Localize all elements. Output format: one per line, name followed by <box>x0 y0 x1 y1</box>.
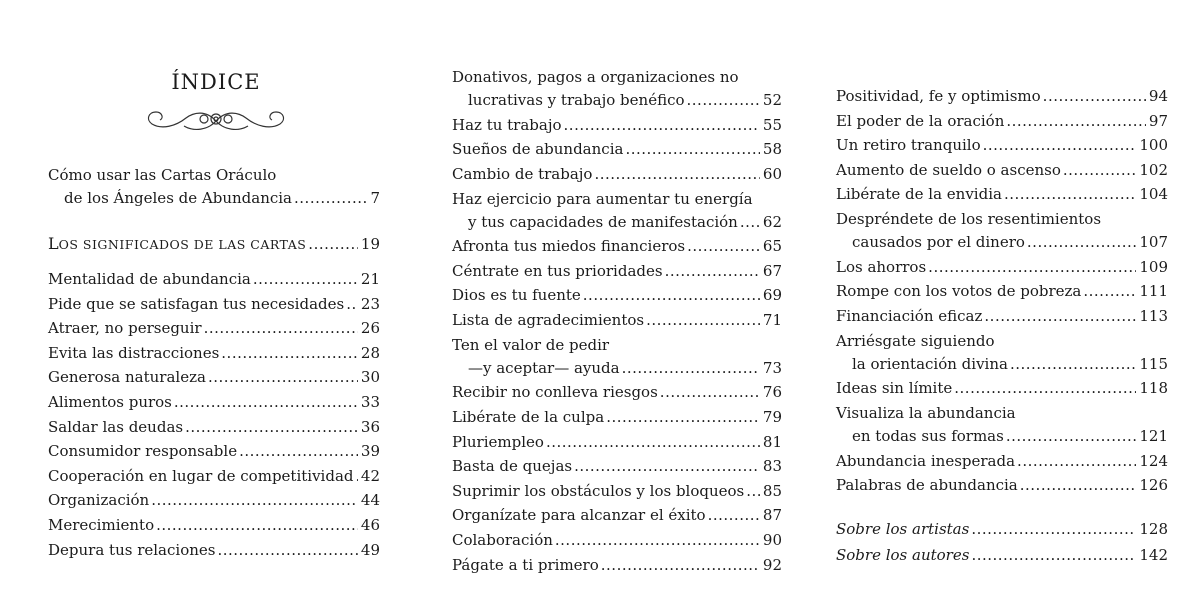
toc-entry-page: 26 <box>360 319 380 338</box>
dot-leader <box>294 189 367 207</box>
toc-entry-page: 7 <box>370 189 380 207</box>
toc-entry[interactable] <box>48 467 380 485</box>
toc-entry-page: 46 <box>360 516 380 534</box>
toc-entry-page: 55 <box>762 115 782 134</box>
toc-entry-label: Los ahorros <box>836 257 927 276</box>
toc-entry-label: Haz tu trabajo <box>452 115 562 134</box>
toc-entry-label: Pluriempleo <box>452 432 544 451</box>
dot-leader <box>1063 161 1136 179</box>
toc-entry-page: 107 <box>1139 233 1168 252</box>
toc-entry[interactable] <box>452 140 782 158</box>
page-title: ÍNDICE <box>171 70 261 94</box>
dot-leader <box>984 307 1136 325</box>
toc-entry-page: 65 <box>762 237 782 256</box>
toc-entry[interactable] <box>852 355 1168 373</box>
dot-leader <box>601 556 760 574</box>
toc-entry-page: 85 <box>762 481 782 500</box>
toc-entry[interactable] <box>48 368 380 386</box>
toc-section-heading[interactable] <box>48 234 380 253</box>
toc-entry-page: 118 <box>1139 379 1168 398</box>
toc-entry[interactable] <box>836 520 1168 538</box>
toc-entry[interactable] <box>452 286 782 304</box>
toc-entry[interactable] <box>64 189 380 207</box>
toc-entry-page: 28 <box>360 343 380 362</box>
toc-entry[interactable] <box>468 91 782 109</box>
toc-entry-label: El poder de la oración <box>836 111 1005 130</box>
toc-entry[interactable] <box>836 282 1168 300</box>
section-heading-page: 19 <box>360 235 380 253</box>
dot-leader <box>1010 355 1136 373</box>
dot-leader <box>156 516 358 534</box>
toc-entry[interactable] <box>452 237 782 255</box>
toc-entry[interactable] <box>452 262 782 280</box>
toc-entry-label: Saldar las deudas <box>48 417 184 436</box>
toc-entry[interactable] <box>452 531 782 549</box>
toc-entry-label: en todas sus formas <box>852 426 1004 445</box>
toc-entry-page: 69 <box>762 286 782 305</box>
dot-leader <box>574 457 760 475</box>
toc-entry-label: Afronta tus miedos financieros <box>452 237 686 256</box>
toc-entry-label: Positividad, fe y optimismo <box>836 87 1041 105</box>
dot-leader <box>625 140 759 158</box>
dot-leader <box>740 213 760 231</box>
toc-entry-page: 58 <box>762 140 782 159</box>
toc-entry-page: 49 <box>360 540 380 559</box>
toc-entry[interactable] <box>836 307 1168 325</box>
toc-entry-page: 87 <box>762 506 782 525</box>
toc-entry[interactable] <box>836 87 1168 105</box>
dot-leader <box>204 319 358 337</box>
toc-entry-label: Sobre los autores <box>836 546 970 564</box>
toc-intro-line1: Cómo usar las Cartas Oráculo <box>48 166 277 184</box>
dot-leader <box>687 91 760 109</box>
dot-leader <box>555 531 760 549</box>
toc-entry[interactable] <box>48 393 380 411</box>
dot-leader <box>583 286 760 304</box>
toc-entry-label: Merecimiento <box>48 516 155 534</box>
toc-entry-label: Abundancia inesperada <box>836 451 1016 470</box>
toc-entry-page: 128 <box>1139 520 1168 538</box>
toc-entry-label: Recibir no conlleva riesgos <box>452 383 658 402</box>
toc-entry-label: y tus capacidades de manifestación <box>468 212 738 231</box>
toc-entry-label: Un retiro tranquilo <box>836 136 981 155</box>
toc-entry-label: Organízate para alcanzar el éxito <box>452 506 706 525</box>
toc-entry-page: 71 <box>762 311 782 329</box>
dot-leader <box>564 116 760 134</box>
toc-entry-page: 21 <box>360 270 380 288</box>
dot-leader <box>665 262 760 280</box>
toc-entry-page: 30 <box>360 368 380 387</box>
dot-leader <box>954 379 1136 397</box>
toc-entry-label: Rompe con los votos de pobreza <box>836 282 1082 301</box>
toc-entry[interactable] <box>836 379 1168 397</box>
toc-entry[interactable] <box>836 161 1168 179</box>
toc-entry-page: 79 <box>762 407 782 426</box>
toc-entry-label: Lista de agradecimientos <box>452 311 645 329</box>
toc-entry-label: Libérate de la culpa <box>452 407 605 426</box>
toc-entry-page: 90 <box>762 530 782 549</box>
toc-entry-label: Suprimir los obstáculos y los bloqueos <box>452 481 745 500</box>
dot-leader <box>1020 476 1137 494</box>
dot-leader <box>239 442 358 460</box>
toc-entry-label: Colaboración <box>452 530 553 549</box>
toc-entry-label: —y aceptar— ayuda <box>468 358 620 377</box>
toc-entry[interactable] <box>836 476 1168 494</box>
toc-entry[interactable] <box>836 546 1168 564</box>
dot-leader <box>971 520 1136 538</box>
toc-entry-page: 83 <box>762 457 782 476</box>
dot-leader <box>983 136 1137 154</box>
toc-entry-label: Cooperación en lugar de competitividad <box>48 466 354 485</box>
toc-entry-label: Libérate de la envidia <box>836 185 1002 204</box>
toc-entry-first-line: Donativos, pagos a organizaciones no <box>452 68 739 86</box>
toc-entry-page: 39 <box>360 442 380 461</box>
toc-entry-label: Generosa naturaleza <box>48 368 206 387</box>
dot-leader <box>217 541 357 559</box>
toc-entry[interactable] <box>852 427 1168 445</box>
toc-entry-page: 81 <box>762 432 782 451</box>
toc-entry-page: 94 <box>1148 87 1168 105</box>
dot-leader <box>1004 185 1136 203</box>
toc-entry-page: 124 <box>1139 451 1168 470</box>
toc-entry[interactable] <box>48 516 380 534</box>
dot-leader <box>1083 282 1136 300</box>
toc-entry-first-line: Arriésgate siguiendo <box>836 331 995 350</box>
toc-entry-page: 44 <box>360 491 380 510</box>
dot-leader <box>346 295 358 313</box>
dot-leader <box>308 235 358 253</box>
dot-leader <box>660 383 760 401</box>
toc-entry-first-line: Visualiza la abundancia <box>836 403 1016 422</box>
toc-entry-label: Financiación eficaz <box>836 306 983 325</box>
toc-entry[interactable] <box>452 116 782 134</box>
toc-entry-label: Basta de quejas <box>452 457 573 476</box>
dot-leader <box>971 546 1136 564</box>
toc-entry[interactable] <box>452 433 782 451</box>
dot-leader <box>546 433 760 451</box>
toc-entry[interactable] <box>836 112 1168 130</box>
dot-leader <box>221 344 358 362</box>
toc-entry-page: 92 <box>762 555 782 574</box>
toc-entry[interactable] <box>452 383 782 401</box>
dot-leader <box>606 408 760 426</box>
toc-entry-label: Evita las distracciones <box>48 343 220 362</box>
toc-entry[interactable] <box>48 344 380 362</box>
toc-entry-page: 115 <box>1139 354 1168 373</box>
toc-entry[interactable] <box>452 457 782 475</box>
toc-entry-first-line: Haz ejercicio para aumentar tu energía <box>452 189 753 208</box>
toc-entry-page: 60 <box>762 164 782 183</box>
dot-leader <box>928 258 1136 276</box>
toc-entry-label: Consumidor responsable <box>48 442 238 461</box>
toc-entry-page: 97 <box>1148 111 1168 130</box>
dot-leader <box>151 491 358 509</box>
toc-entry-first-line: Despréndete de los resentimientos <box>836 210 1102 228</box>
toc-entry-label: de los Ángeles de Abundancia <box>64 189 293 207</box>
toc-entry-label: Alimentos puros <box>48 393 172 411</box>
dot-leader <box>646 311 760 329</box>
dot-leader <box>253 270 358 288</box>
toc-entry-page: 111 <box>1139 282 1168 301</box>
toc-entry-label: Sobre los artistas <box>836 520 970 538</box>
toc-entry[interactable] <box>836 452 1168 470</box>
toc-entry[interactable] <box>836 258 1168 276</box>
toc-entry[interactable] <box>48 442 380 460</box>
toc-entry-page: 23 <box>360 294 380 313</box>
toc-entry[interactable] <box>452 408 782 426</box>
toc-entry-page: 42 <box>360 466 380 485</box>
toc-entry-label: Organización <box>48 491 150 510</box>
toc-entry-label: causados por el dinero <box>852 233 1025 252</box>
toc-entry-label: Pide que se satisfagan tus necesidades <box>48 294 345 313</box>
toc-entry-page: 102 <box>1139 160 1168 179</box>
toc-entry-label: lucrativas y trabajo benéfico <box>468 91 685 110</box>
toc-entry[interactable] <box>468 213 782 231</box>
toc-entry-page: 52 <box>762 91 782 110</box>
toc-entry[interactable] <box>48 270 380 288</box>
toc-entry-page: 67 <box>762 261 782 280</box>
toc-entry-page: 76 <box>762 383 782 402</box>
toc-entry-page: 109 <box>1139 257 1168 276</box>
toc-entry-label: Atraer, no perseguir <box>48 319 202 338</box>
toc-entry[interactable] <box>836 136 1168 154</box>
dot-leader <box>708 506 760 524</box>
toc-entry-label: Mentalidad de abundancia <box>48 270 251 288</box>
toc-entry-page: 100 <box>1139 136 1168 155</box>
toc-entry[interactable] <box>48 319 380 337</box>
toc-entry-label: Págate a ti primero <box>452 555 599 574</box>
dot-leader <box>356 467 358 485</box>
toc-entry[interactable] <box>468 359 782 377</box>
toc-entry-page: 62 <box>762 212 782 231</box>
dot-leader <box>1027 233 1136 251</box>
dot-leader <box>594 165 759 183</box>
dot-leader <box>174 393 358 411</box>
toc-entry[interactable] <box>452 482 782 500</box>
toc-entry[interactable] <box>452 556 782 574</box>
dot-leader <box>1006 112 1146 130</box>
toc-entry[interactable] <box>48 418 380 436</box>
dot-leader <box>687 237 760 255</box>
toc-entry-page: 33 <box>360 393 380 411</box>
toc-entry[interactable] <box>836 185 1168 203</box>
toc-entry[interactable] <box>852 233 1168 251</box>
dot-leader <box>622 359 760 377</box>
toc-entry-label: la orientación divina <box>852 354 1008 373</box>
toc-entry-page: 36 <box>360 417 380 436</box>
toc-entry-label: Dios es tu fuente <box>452 286 581 305</box>
toc-entry[interactable] <box>452 311 782 329</box>
dot-leader <box>1006 427 1137 445</box>
toc-entry-label: Sueños de abundancia <box>452 140 624 159</box>
flourish-ornament-icon <box>146 104 286 138</box>
dot-leader <box>1043 87 1146 105</box>
toc-entry[interactable] <box>48 295 380 313</box>
dot-leader <box>1017 452 1136 470</box>
toc-entry-label: Céntrate en tus prioridades <box>452 261 663 280</box>
dot-leader <box>185 418 358 436</box>
toc-entry-page: 142 <box>1139 546 1168 564</box>
toc-entry-page: 104 <box>1139 185 1168 204</box>
dot-leader <box>208 368 358 386</box>
toc-entry[interactable] <box>452 165 782 183</box>
toc-entry-label: Aumento de sueldo o ascenso <box>836 160 1061 179</box>
toc-entry-label: Palabras de abundancia <box>836 476 1018 495</box>
toc-entry-page: 73 <box>762 358 782 377</box>
toc-entry[interactable] <box>452 506 782 524</box>
section-heading-label: LOS SIGNIFICADOS DE LAS CARTAS <box>48 234 307 253</box>
toc-entry-label: Depura tus relaciones <box>48 540 216 559</box>
toc-entry-label: Cambio de trabajo <box>452 164 593 183</box>
toc-entry-page: 121 <box>1139 426 1168 445</box>
dot-leader <box>746 482 760 500</box>
toc-entry-page: 126 <box>1139 476 1168 495</box>
toc-entry-first-line: Ten el valor de pedir <box>452 335 610 354</box>
toc-entry-label: Ideas sin límite <box>836 379 953 398</box>
toc-entry[interactable] <box>48 541 380 559</box>
toc-entry[interactable] <box>48 491 380 509</box>
toc-entry-page: 113 <box>1139 306 1168 325</box>
